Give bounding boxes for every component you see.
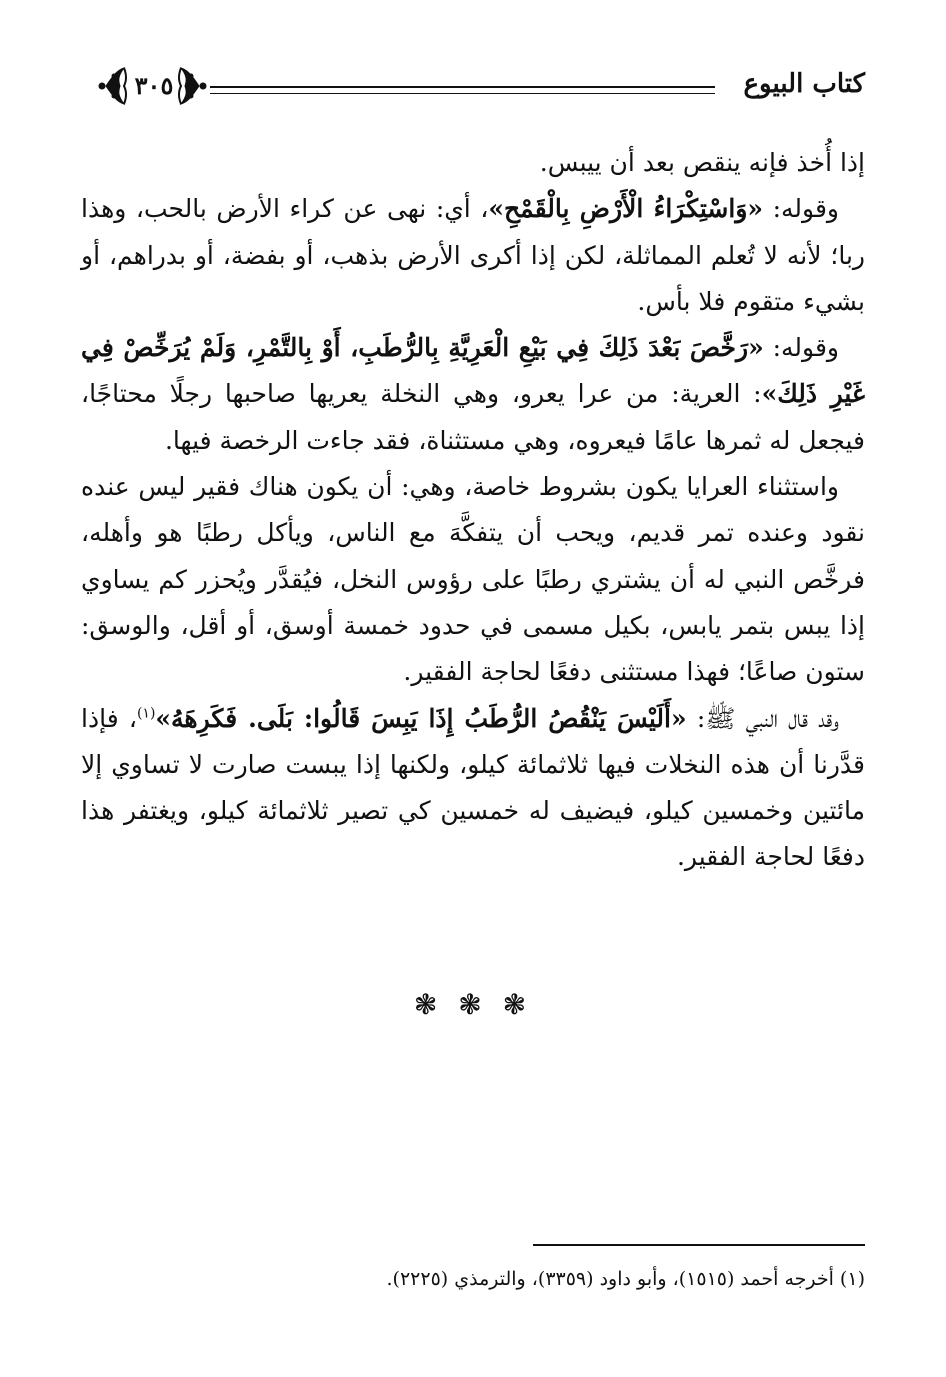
- page-header: [95, 62, 865, 112]
- paragraph-3: [81, 325, 865, 464]
- paragraph-5-lead: وقد قال النبي ﷺ:: [686, 703, 839, 733]
- hadith-quote-1: «وَاسْتِكْرَاءُ الْأَرْضِ بِالْقَمْحِ»: [488, 194, 764, 224]
- running-title: كتاب البيوع: [743, 69, 865, 99]
- paragraph-2: [81, 186, 865, 325]
- footnote-marker[interactable]: (١): [136, 705, 156, 722]
- hadith-quote-3: «أَلَيْسَ يَنْقُصُ الرُّطَبُ إِذَا يَبِسَ قَالُوا: بَلَى. فَكَرِهَهُ»: [155, 703, 687, 733]
- page-number: ٣٠٥: [134, 71, 174, 100]
- page-number-ornament: [95, 64, 210, 108]
- paragraph-3-body: : العرية: من عرا يعرو، وهي النخلة يعريها صاحبها رجلًا محتاجًا، فيجعل له ثمرها عامًا فيعروه، وهي مستثناة، فقد جاءت الرخصة فيها.: [81, 379, 865, 455]
- main-text: [81, 140, 865, 881]
- footnote-rule: [533, 1244, 865, 1246]
- paragraph-4: واستثناء العرايا يكون بشروط خاصة، وهي: أن يكون هناك فقير ليس عنده نقود وعنده تمر قديم، ويحب أن يتفكَّهَ مع الناس، ويأكل رطبًا هو وأهله، فرخَّص النبي له أن يشتري رطبًا على رؤوس النخل، فيُقدَّر ويُحزر كم يساوي إذا يبس بتمر يابس، بكيل مسمى في حدود خمسة أوسق، أو أقل، والوسق: ستون صاعًا؛ فهذا مستثنى دفعًا لحاجة الفقير.: [81, 472, 865, 687]
- paragraph-5-body: ، فإذا قدَّرنا أن هذه النخلات فيها ثلاثمائة كيلو، ولكنها إذا يبست صارت لا تساوي إلا مائتين وخمسين كيلو، فيضيف له خمسين كي تصير ثلاثمائة كيلو، ويغتفر هذا دفعًا لحاجة الفقير.: [81, 703, 865, 872]
- footnote-1: (١) أخرجه أحمد (١٥١٥)، وأبو داود (٣٣٥٩)، والترمذي (٢٢٢٥).: [386, 1268, 865, 1290]
- paragraph-2-lead: وقوله:: [763, 194, 839, 224]
- paragraph-1: إذا أُخذ فإنه ينقص بعد أن ييبس.: [539, 148, 865, 177]
- section-separator: ❃ ❃ ❃: [413, 988, 533, 1021]
- hadith-quote-2: «رَخَّصَ بَعْدَ ذَلِكَ فِي بَيْعِ الْعَرِيَّةِ بِالرُّطَبِ، أَوْ بِالتَّمْرِ، وَلَمْ يُرَخِّصْ فِي غَيْرِ ذَلِكَ»: [81, 333, 865, 409]
- header-rule: [210, 86, 715, 94]
- paragraph-5: [81, 696, 865, 881]
- paragraph-3-lead: وقوله:: [763, 333, 839, 363]
- paragraph-2-body: ، أي: نهى عن كراء الأرض بالحب، وهذا ربا؛ لأنه لا تُعلم المماثلة، لكن إذا أكرى الأرض بذهب، أو بفضة، أو بدراهم، أو بشيء متقوم فلا بأس.: [81, 194, 865, 316]
